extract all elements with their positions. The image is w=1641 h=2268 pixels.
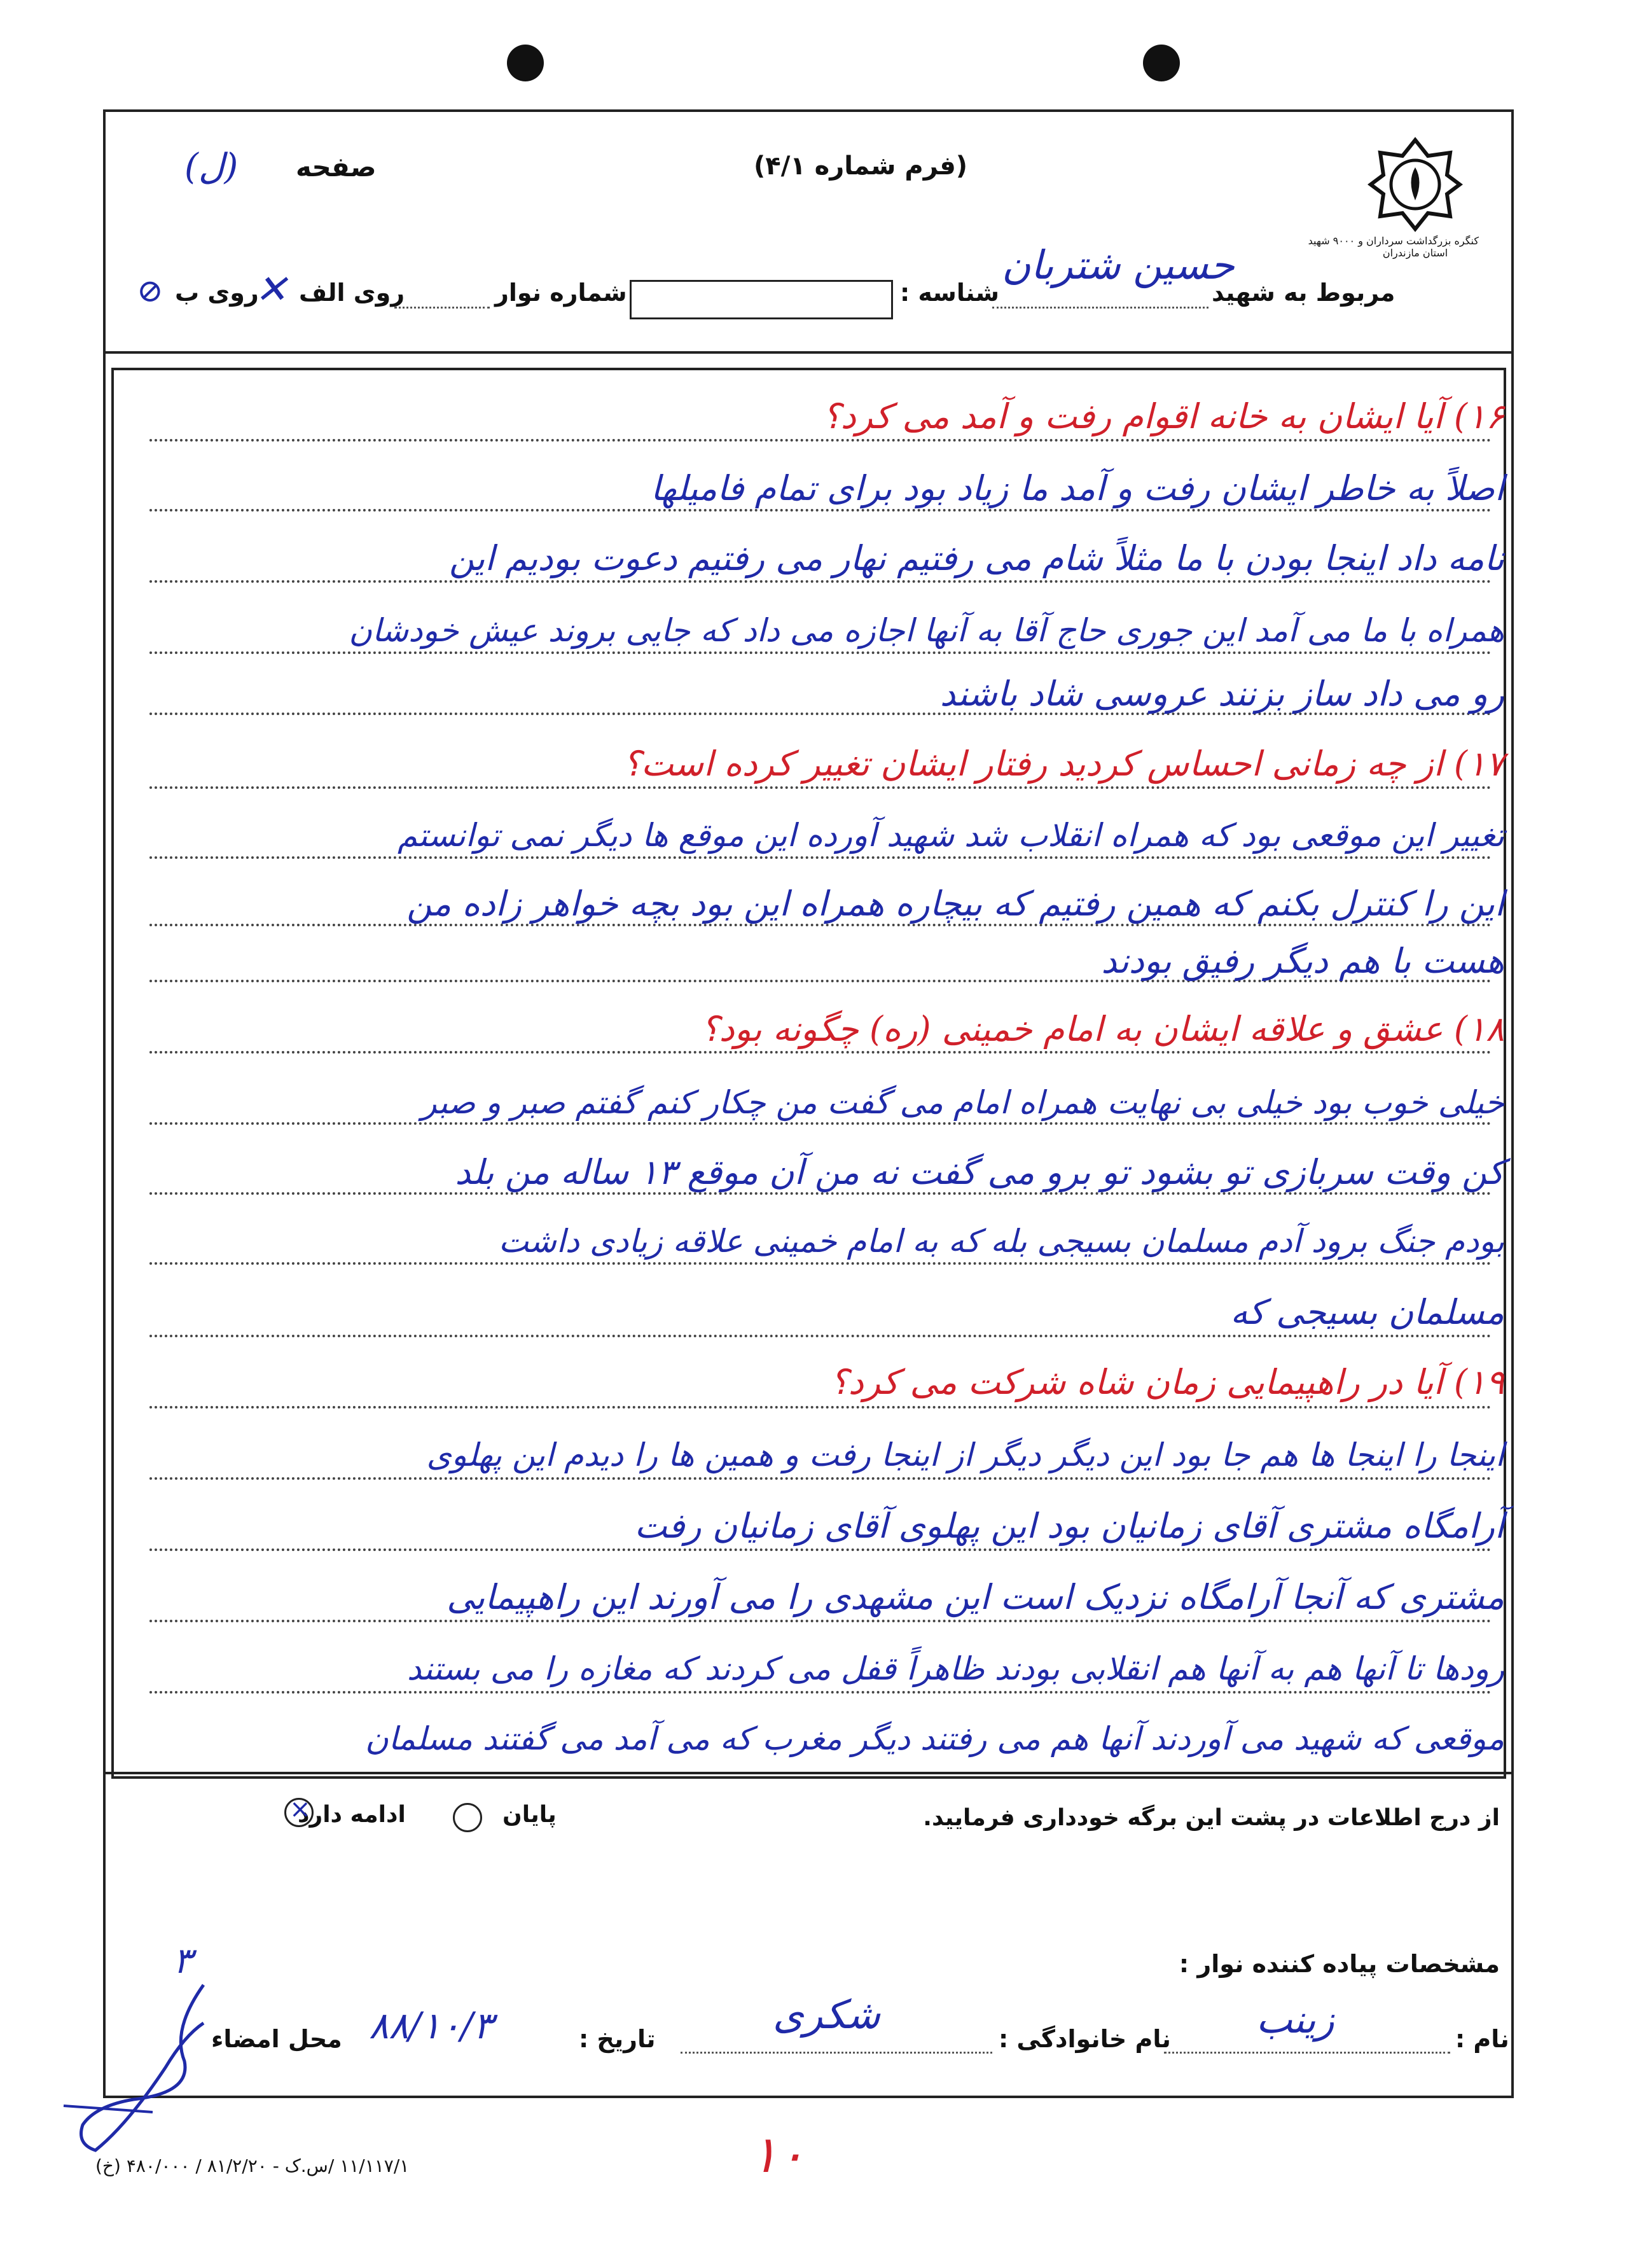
logo: [1308, 137, 1479, 264]
answer-line: اینجا را اینجا ها هم جا بود این دیگر دیگر از اینجا رفت و همین ها را دیدم این پهلوی: [426, 1437, 1504, 1473]
continues-radio[interactable]: [284, 1798, 314, 1827]
page-label: صفحه: [296, 151, 377, 183]
rule-line: [149, 1335, 1492, 1337]
side-a-label: روی الف: [299, 279, 405, 307]
transcriber-heading: مشخصات پیاده کننده نوار :: [1179, 1950, 1500, 1978]
answer-line: بودم جنگ برود آدم مسلمان بسیجی بله که به امام خمینی علاقه زیادی داشت: [498, 1223, 1504, 1260]
signature-label: محل امضاء: [211, 2025, 342, 2053]
answer-line: کن وقت سربازی تو بشود تو برو می گفت نه من آن موقع ۱۳ ساله من بلد: [455, 1152, 1504, 1192]
signature: [57, 1979, 223, 2169]
rule-line: [149, 1548, 1492, 1551]
answer-line: خیلی خوب بود خیلی بی نهایت همراه امام می گفت من چکار کنم گفتم صبر و صبر: [421, 1084, 1504, 1121]
answer-line: مشتری که آنجا آرامگاه نزدیک است این مشهدی را می آورند این راهپیمایی: [447, 1577, 1504, 1617]
rule-line: [149, 1262, 1492, 1265]
answer-line: رو می داد ساز بزنند عروسی شاد باشند: [939, 674, 1504, 714]
print-code: ۱۱/۱۱۷/۱ /س.ک - ۸۱/۲/۲۰ / ۴۸۰/۰۰۰ (خ): [95, 2155, 410, 2176]
rule-line: [149, 786, 1492, 789]
form-number: (فرم شماره ۴/۱): [754, 151, 968, 181]
punch-hole-left: [507, 45, 544, 81]
answer-line: موقعی که شهید می آوردند آنها هم می رفتند دیگر مغرب که می آمد می گفتند مسلمان: [365, 1720, 1504, 1757]
logo-caption-2: استان مازندران: [1382, 247, 1448, 259]
notice-text: از درج اطلاعات در پشت این برگه خودداری فرمایید.: [923, 1805, 1500, 1831]
continues-label: ادامه دارد: [298, 1802, 406, 1828]
end-label: پایان: [502, 1802, 557, 1828]
rule-line: [149, 1051, 1492, 1054]
notice-divider: [103, 1772, 1514, 1774]
punch-hole-right: [1143, 45, 1180, 81]
rule-line: [149, 1620, 1492, 1622]
rule-line: [149, 1406, 1492, 1409]
question-19: ۱۹) آیا در راهپیمایی زمان شاه شرکت می کرد؟: [830, 1362, 1504, 1402]
name-line: [1164, 2052, 1450, 2054]
rule-line: [149, 651, 1492, 654]
end-radio[interactable]: [453, 1803, 482, 1832]
rule-line: [149, 1691, 1492, 1694]
answer-line: رودها تا آنها هم به آنها هم انقلابی بودند ظاهراً قفل می کردند که مغازه را می بستند: [406, 1650, 1504, 1687]
martyr-label: مربوط به شهید: [1212, 279, 1395, 307]
answer-line: نامه داد اینجا بودن با ما مثلاً شام می رفتیم نهار می رفتیم دعوت بودیم این: [449, 538, 1504, 578]
tape-number-line: [394, 307, 490, 309]
side-b-mark: ⊘: [137, 272, 163, 309]
side-b-label: روی ب: [175, 279, 259, 307]
page-number: ۱۰: [751, 2125, 805, 2184]
rule-line: [149, 856, 1492, 859]
side-a-mark: ✕: [254, 266, 287, 312]
question-18: ۱۸) عشق و علاقه ایشان به امام خمینی (ره) چگونه بود؟: [701, 1009, 1504, 1049]
answer-line: مسلمان بسیجی که: [1230, 1292, 1504, 1332]
answer-line: اصلاً به خاطر ایشان رفت و آمد ما زیاد بود برای تمام فامیلها: [650, 468, 1504, 508]
id-label: شناسه :: [900, 279, 999, 307]
logo-caption-1: کنگره بزرگداشت سرداران و ۹۰۰۰ شهید: [1308, 235, 1479, 247]
answer-line: همراه با ما می آمد این جوری حاج آقا به آنها اجازه می داد که جایی بروند عیش خودشان: [349, 612, 1504, 649]
answer-line: این را کنترل بکنم که همین رفتیم که بیچاره همراه این بود بچه خواهر زاده من: [406, 884, 1504, 924]
rule-line: [149, 580, 1492, 583]
family-label: نام خانوادگی :: [999, 2025, 1171, 2053]
tape-number-label: شماره نوار: [495, 279, 627, 307]
martyr-name-line: [992, 307, 1208, 309]
answer-line: آرامگاه مشتری آقای زمانیان بود این پهلوی آقای زمانیان رفت: [634, 1506, 1504, 1546]
id-box: [630, 280, 893, 319]
rule-line: [149, 439, 1492, 442]
name-label: نام :: [1455, 2025, 1509, 2053]
martyr-name: حسین شتربان: [1002, 242, 1235, 288]
question-17: ۱۷) از چه زمانی احساس کردید رفتار ایشان تغییر کرده است؟: [623, 744, 1504, 784]
name-value: زینب: [1256, 1998, 1334, 2042]
answer-line: تغییر این موقعی بود که همراه انقلاب شد شهید آورده این موقع ها دیگر نمی توانستم: [397, 817, 1504, 854]
date-label: تاریخ :: [579, 2025, 656, 2053]
corner-number: ۳: [173, 1940, 193, 1982]
family-value: شکری: [773, 1991, 880, 2038]
family-line: [681, 2052, 992, 2054]
question-16: ۱۶) آیا ایشان به خانه اقوام رفت و آمد می کرد؟: [822, 396, 1504, 436]
answer-line: هست با هم دیگر رفیق بودند: [1101, 941, 1504, 981]
page-value: (ل): [184, 146, 239, 188]
header-divider: [103, 351, 1514, 354]
date-value: ۸۸/۱۰/۳: [369, 2004, 493, 2047]
emblem-icon: [1368, 137, 1463, 232]
rule-line: [149, 1477, 1492, 1480]
